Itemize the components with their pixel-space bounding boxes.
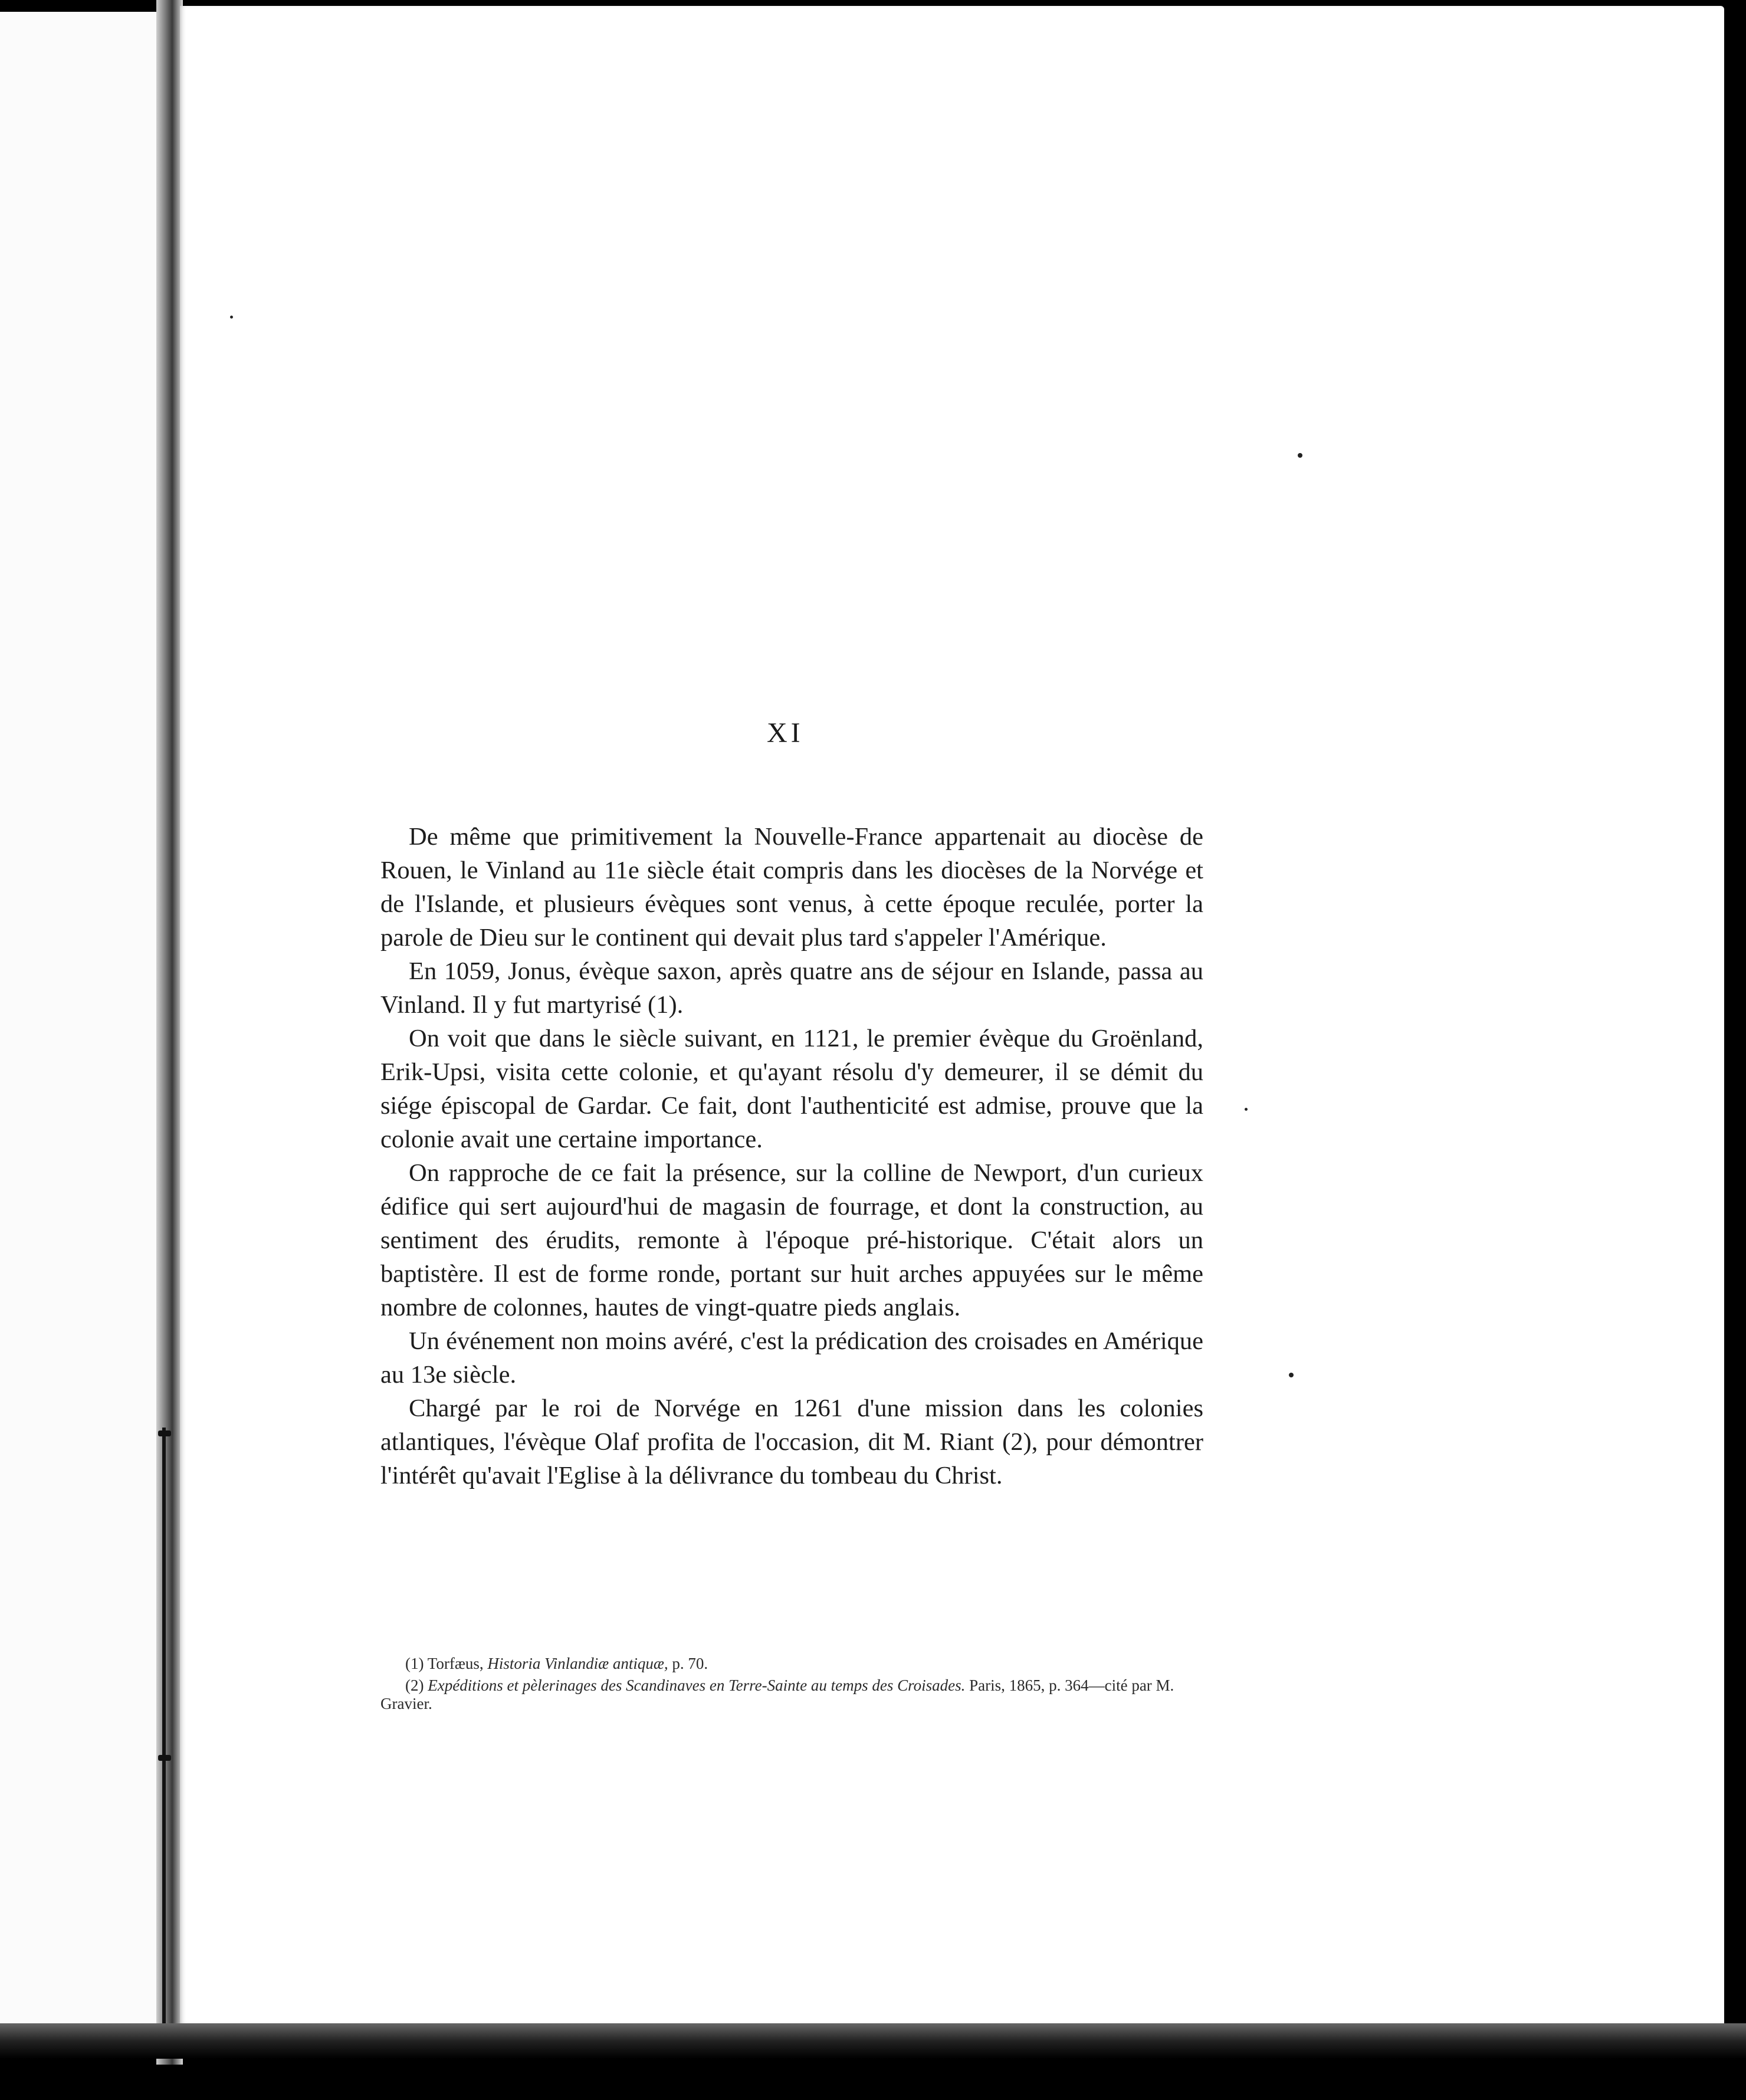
footnote-author: Torfæus, [427, 1655, 484, 1672]
paper-speck [1245, 1108, 1248, 1111]
footnote-rest: Paris, 1865, p. 364—cité par M. Gravier. [380, 1676, 1174, 1712]
left-facing-page [0, 12, 157, 2029]
footnote-2 [380, 1676, 1218, 1713]
body-text [380, 820, 1203, 1492]
paper-speck [1298, 453, 1302, 458]
paragraph: De même que primitivement la Nouvelle-France appartenait au diocèse de Rouen, le Vinland au 11e siècle était compris dans les diocèses de la Norvége et de l'Islande, et plusieurs évèques sont venus, à cette époque reculée, porter la parole de Dieu sur le continent qui devait plus tard s'appeler l'Amérique. [380, 823, 1203, 951]
paragraph: On rapproche de ce fait la présence, sur la colline de Newport, d'un curieux édifice qui sert aujourd'hui de magasin de fourrage, et dont la construction, au sentiment des érudits, remonte à l'époque pré-historique. C'était alors un baptistère. Il est de forme ronde, portant sur huit arches appuyées sur le même nombre de colonnes, hautes de vingt-quatre pieds anglais. [380, 1159, 1203, 1321]
binding-knot [158, 1430, 171, 1436]
paragraph: On voit que dans le siècle suivant, en 1121, le premier évèque du Groënland, Erik-Upsi, visita cette colonie, et qu'ayant résolu d'y demeurer, il se démit du siége épiscopal de Gardar. Ce fait, dont l'authenticité est admise, prouve que la colonie avait une certaine importance. [380, 1025, 1203, 1153]
paper-speck [230, 316, 233, 319]
page-bottom-edge [0, 2023, 1746, 2059]
footnote-1 [380, 1655, 1218, 1673]
footnote-marker: (1) [405, 1655, 424, 1672]
paragraph: Chargé par le roi de Norvége en 1261 d'une mission dans les colonies atlantiques, l'évèque Olaf profita de l'occasion, dit M. Riant (2), pour démontrer l'intérêt qu'avait l'Eglise à la délivrance du tombeau du Christ. [380, 1394, 1203, 1489]
binding-knot [158, 1755, 171, 1761]
footnote-marker: (2) [405, 1676, 424, 1694]
footnotes [380, 1655, 1218, 1717]
footnote-rest: p. 70. [672, 1655, 708, 1672]
footnote-title: Expéditions et pèlerinages des Scandinaves en Terre-Sainte au temps des Croisades. [428, 1676, 966, 1694]
paragraph: Un événement non moins avéré, c'est la prédication des croisades en Amérique au 13e siècle. [380, 1327, 1203, 1389]
footnote-title: Historia Vinlandiæ antiquæ, [487, 1655, 668, 1672]
paragraph: En 1059, Jonus, évèque saxon, après quatre ans de séjour en Islande, passa au Vinland. Il y fut martyrisé (1). [380, 957, 1203, 1019]
paper-speck [1289, 1373, 1294, 1377]
binding-thread [162, 1428, 166, 2053]
chapter-heading: XI [767, 717, 804, 749]
